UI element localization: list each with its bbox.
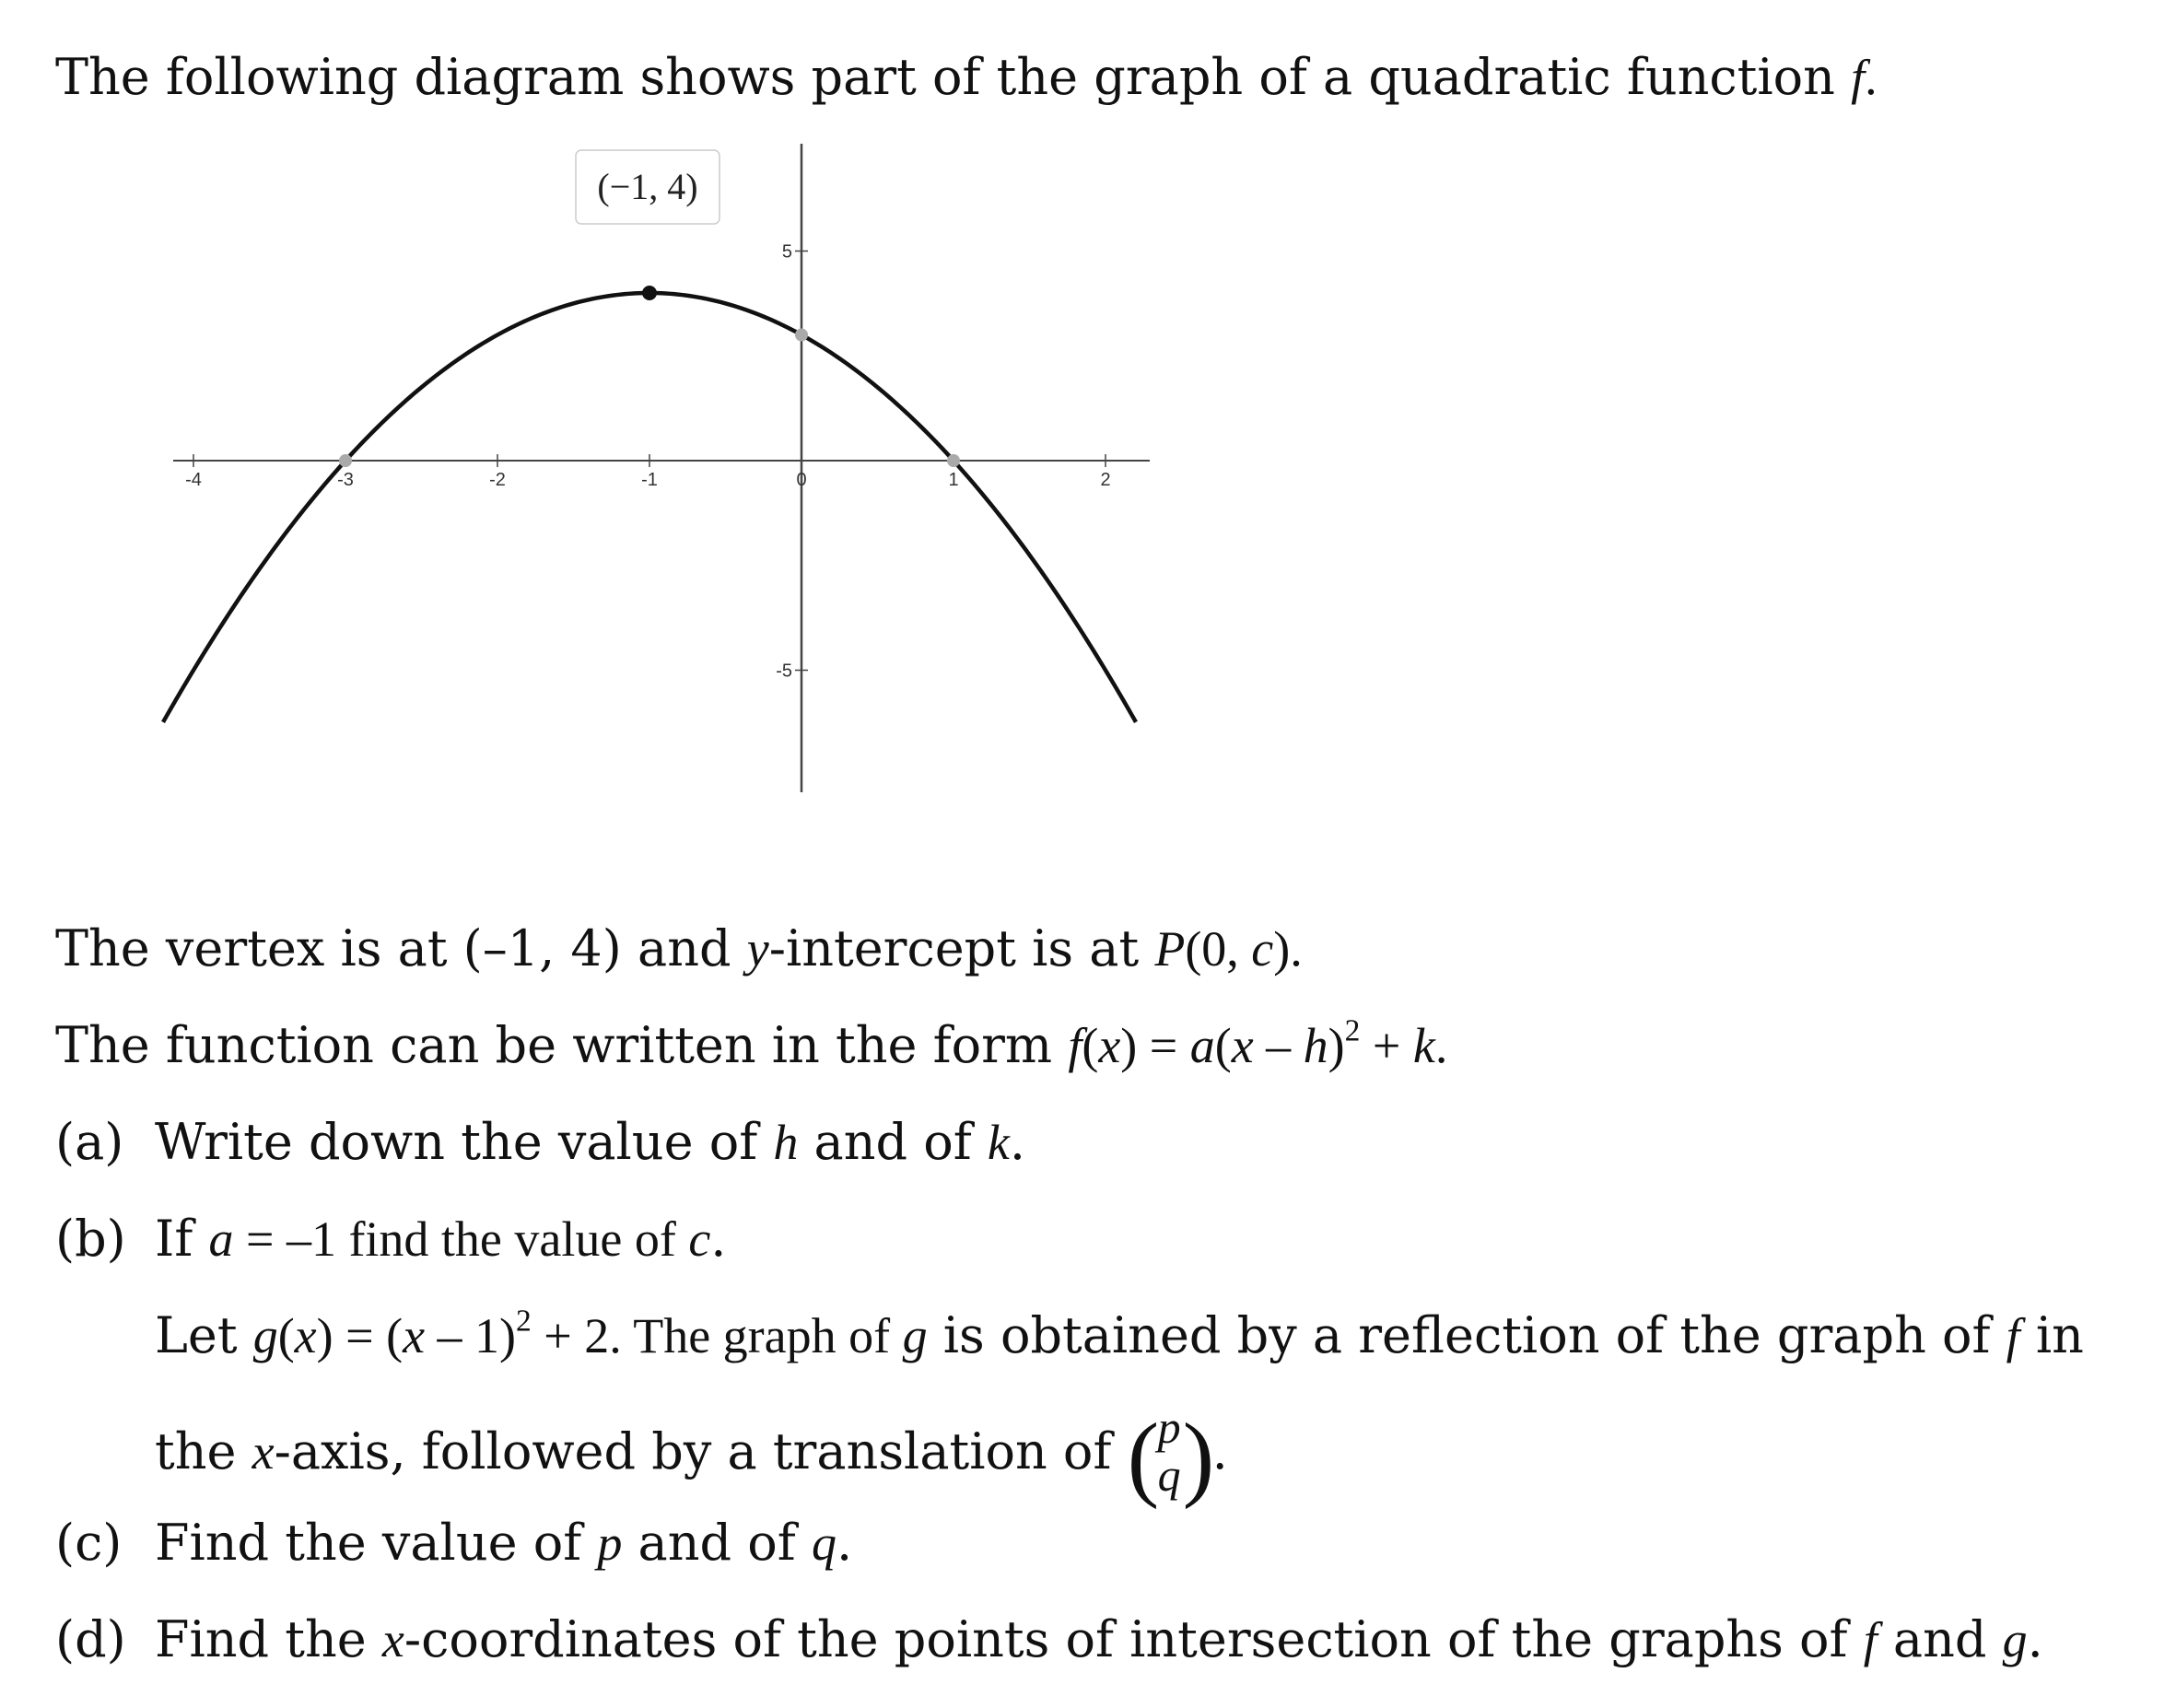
part-d-text-3: and bbox=[1877, 1610, 2003, 1668]
quadratic-graph bbox=[157, 136, 1179, 800]
equals: ) = ( bbox=[316, 1308, 404, 1363]
part-c-label: (c) bbox=[55, 1514, 123, 1572]
part-a-text-2: and of bbox=[798, 1113, 988, 1171]
var-x: x bbox=[403, 1308, 426, 1363]
part-c bbox=[55, 1515, 852, 1571]
g-definition: Let g(x) = (x – 1)$^2$ + 2. The graph of g is obtained by a reflection of the graph of f in bbox=[155, 1304, 2084, 1364]
x-tick-label: 1 bbox=[948, 470, 959, 490]
vertex-text-2: -intercept is at bbox=[768, 919, 1155, 977]
var-c: c bbox=[1251, 921, 1274, 977]
axes bbox=[173, 144, 1150, 792]
var-f: f bbox=[1068, 1018, 1082, 1073]
var-g: g bbox=[252, 1308, 278, 1363]
vertex-point bbox=[642, 286, 657, 300]
g-text-2: + 2. The graph of bbox=[531, 1308, 903, 1363]
part-b-label: (b) bbox=[55, 1210, 126, 1268]
intro-sentence: The following diagram shows part of the graph of a quadratic function bbox=[55, 48, 1835, 106]
vertex-text-3: (0, bbox=[1185, 921, 1252, 977]
var-x: x bbox=[1231, 1018, 1254, 1073]
var-f: f bbox=[2006, 1308, 2020, 1363]
translation-text-1: the bbox=[155, 1422, 252, 1480]
intercept-point bbox=[339, 454, 352, 467]
intro-text: The following diagram shows part of the graph of a quadratic function f. bbox=[55, 48, 1878, 106]
vertex-text-1: The vertex is at (–1, 4) and bbox=[55, 919, 747, 977]
exponent: 2 bbox=[516, 1304, 532, 1339]
var-f: f bbox=[1863, 1612, 1878, 1667]
translation-line bbox=[155, 1401, 1228, 1511]
part-d-text-2: -coordinates of the points of intersection of the graphs of bbox=[404, 1610, 1864, 1668]
translation-text-2: -axis, followed by a translation of bbox=[274, 1422, 1112, 1480]
plus: + bbox=[1360, 1018, 1413, 1073]
part-d-label: (d) bbox=[55, 1610, 126, 1668]
translation-vector: ( p q ) bbox=[1127, 1401, 1215, 1510]
part-b-text-2: = –1 find the value of bbox=[233, 1211, 689, 1267]
intro-function-f: f bbox=[1851, 50, 1866, 105]
form-statement: The function can be written in the form f(x) = a(x – h)$^2$ + k. bbox=[55, 1013, 1448, 1074]
parabola-curve bbox=[163, 293, 1136, 722]
vector-p: p bbox=[1157, 1401, 1181, 1453]
exponent: 2 bbox=[1344, 1013, 1361, 1048]
var-a: a bbox=[1189, 1018, 1215, 1073]
var-h: h bbox=[1303, 1018, 1328, 1073]
period: . bbox=[1211, 1422, 1228, 1480]
var-h: h bbox=[773, 1115, 799, 1170]
x-tick-label: -4 bbox=[185, 470, 202, 490]
g-expression: – 1) bbox=[425, 1308, 517, 1363]
var-x: x bbox=[1098, 1018, 1121, 1073]
var-k: k bbox=[987, 1115, 1010, 1170]
var-q: q bbox=[811, 1515, 836, 1571]
form-text: The function can be written in the form bbox=[55, 1016, 1069, 1074]
var-k: k bbox=[1412, 1018, 1435, 1073]
g-text: Let bbox=[155, 1306, 253, 1364]
period: . bbox=[836, 1514, 853, 1572]
period: . bbox=[1009, 1113, 1026, 1171]
point-P: P bbox=[1154, 921, 1186, 977]
part-a-text: Write down the value of bbox=[155, 1113, 774, 1171]
curve-layer bbox=[163, 293, 1136, 722]
part-a bbox=[55, 1115, 1025, 1170]
var-y: y bbox=[746, 921, 769, 977]
x-tick-label: -2 bbox=[489, 470, 506, 490]
part-c-text-2: and of bbox=[622, 1514, 812, 1572]
period: . bbox=[2027, 1610, 2043, 1668]
equals: ) = bbox=[1120, 1018, 1190, 1073]
x-tick-label: 0 bbox=[796, 470, 807, 490]
part-d-text: Find the bbox=[155, 1610, 382, 1668]
vertex-text-4: ). bbox=[1273, 921, 1303, 977]
var-p: p bbox=[597, 1515, 623, 1571]
var-g: g bbox=[902, 1308, 928, 1363]
intercept-point bbox=[795, 329, 808, 342]
g-text-3: is obtained by a reflection of the graph of bbox=[927, 1306, 2006, 1364]
intercept-point bbox=[947, 454, 960, 467]
x-tick-label: -3 bbox=[337, 470, 354, 490]
var-a: a bbox=[208, 1211, 234, 1267]
x-tick-label: -1 bbox=[641, 470, 658, 490]
part-c-text: Find the value of bbox=[155, 1514, 598, 1572]
y-tick-label: 5 bbox=[781, 241, 792, 263]
g-text-4: in bbox=[2019, 1306, 2084, 1364]
period: . bbox=[710, 1210, 727, 1268]
var-x: x bbox=[294, 1308, 317, 1363]
part-b-text: If bbox=[155, 1210, 209, 1268]
var-x: x bbox=[381, 1612, 404, 1667]
var-c: c bbox=[688, 1211, 711, 1267]
part-b bbox=[55, 1211, 726, 1267]
vertex-label: (−1, 4) bbox=[597, 166, 698, 207]
part-d bbox=[55, 1612, 2043, 1667]
x-tick-label: 2 bbox=[1100, 470, 1111, 490]
vector-q: q bbox=[1157, 1449, 1181, 1501]
var-g: g bbox=[2002, 1612, 2028, 1667]
var-x: x bbox=[252, 1424, 275, 1480]
period: . bbox=[1434, 1018, 1448, 1073]
minus: – bbox=[1253, 1018, 1304, 1073]
part-a-label: (a) bbox=[55, 1113, 124, 1171]
vertex-label-box bbox=[576, 150, 719, 224]
y-tick-label: -5 bbox=[776, 661, 792, 682]
vertex-statement bbox=[55, 921, 1303, 977]
